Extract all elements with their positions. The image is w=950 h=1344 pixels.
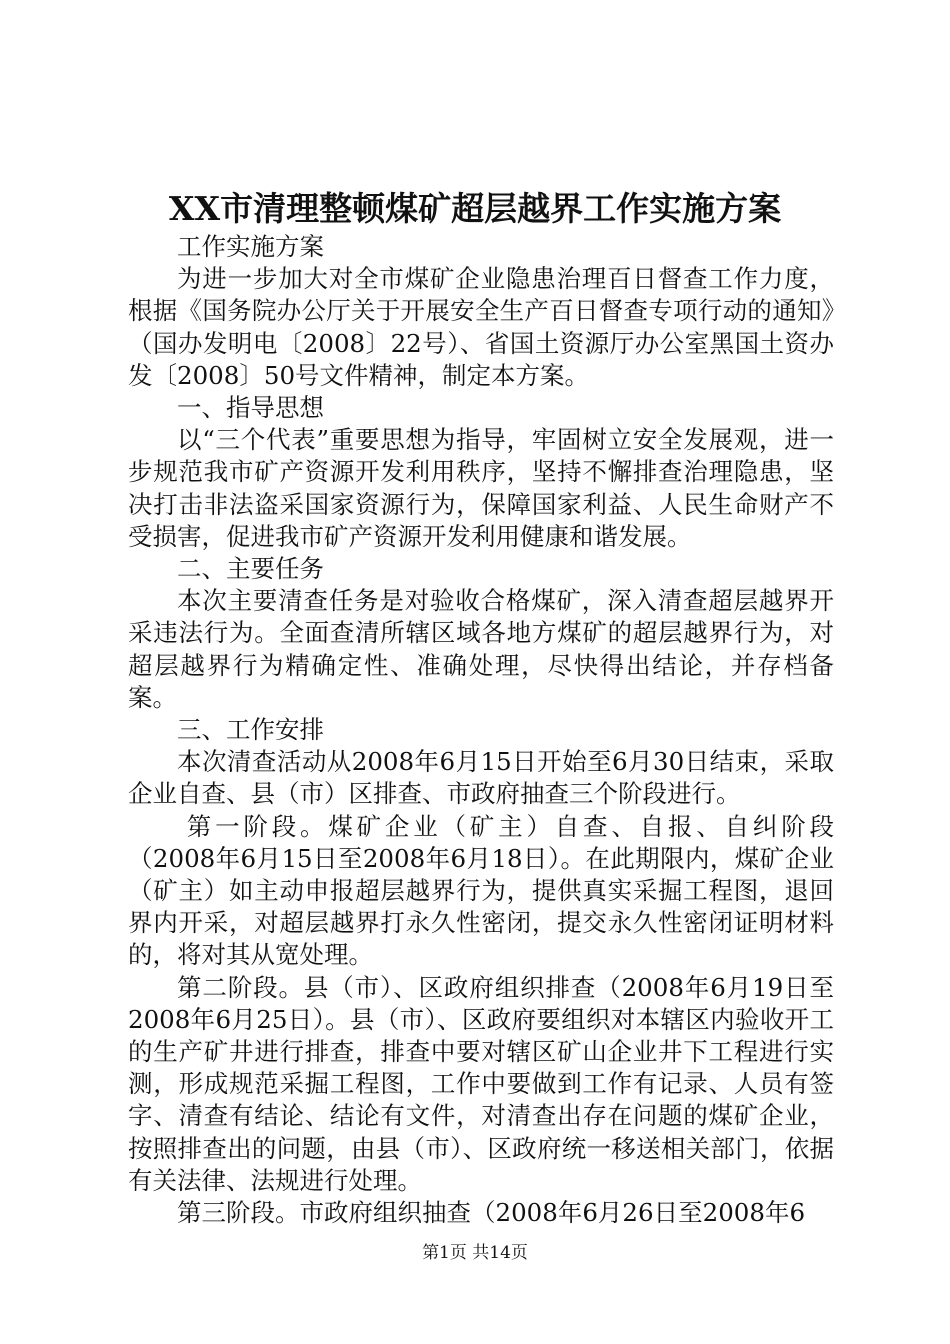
paragraph-intro: 为进一步加大对全市煤矿企业隐患治理百日督查工作力度，根据《国务院办公厅关于开展安全生产百日督查专项行动的通知》（国办发明电〔2008〕22号）、省国土资源厅办公室黑国土资办发〔2008〕50号文件精神，制定本方案。: [128, 264, 834, 390]
paragraph-stage-three: 第三阶段。市政府组织抽查（2008年6月26日至2008年6: [177, 1198, 806, 1228]
section-heading-work-arrangement: 三、工作安排: [177, 715, 324, 745]
paragraph-main-tasks: 本次主要清查任务是对验收合格煤矿，深入清查超层越界开采违法行为。全面查清所辖区域各地方煤矿的超层越界行为，对超层越界行为精确定性、准确处理，尽快得出结论，并存档备案。: [128, 586, 834, 712]
document-title: XX市清理整顿煤矿超层越界工作实施方案: [168, 189, 782, 228]
paragraph-work-arrangement: 本次清查活动从2008年6月15日开始至6月30日结束，采取企业自查、县（市）区排查、市政府抽查三个阶段进行。: [128, 747, 834, 809]
paragraph-subtitle: 工作实施方案: [177, 232, 324, 261]
paragraph-stage-two: 第二阶段。县（市）、区政府组织排查（2008年6月19日至2008年6月25日）。县（市）、区政府要组织对本辖区内验收开工的生产矿井进行排查，排查中要对辖区矿山企业井下工程进行实测，形成规范采掘工程图，工作中要做到工作有记录、人员有签字、清查有结论、结论有文件，对清查出存在问题的煤矿企业，按照排查出的问题，由县（市）、区政府统一移送相关部门，依据有关法律、法规进行处理。: [128, 972, 834, 1195]
page-footer: 第1页 共14页: [422, 1243, 528, 1263]
section-heading-guiding-ideology: 一、指导思想: [177, 393, 324, 423]
section-heading-main-tasks: 二、主要任务: [177, 554, 324, 584]
paragraph-stage-one: 第一阶段。煤矿企业（矿主）自查、自报、自纠阶段（2008年6月15日至2008年6月18日）。在此期限内，煤矿企业（矿主）如主动申报超层越界行为，提供真实采掘工程图，退回界内开采，对超层越界打永久性密闭，提交永久性密闭证明材料的，将对其从宽处理。: [128, 811, 834, 970]
paragraph-guiding-ideology: 以“三个代表”重要思想为指导，牢固树立安全发展观，进一步规范我市矿产资源开发利用秩序，坚持不懈排查治理隐患，坚决打击非法盗采国家资源行为，保障国家利益、人民生命财产不受损害，促进我市矿产资源开发利用健康和谐发展。: [128, 425, 834, 551]
document-body: [128, 231, 834, 1229]
